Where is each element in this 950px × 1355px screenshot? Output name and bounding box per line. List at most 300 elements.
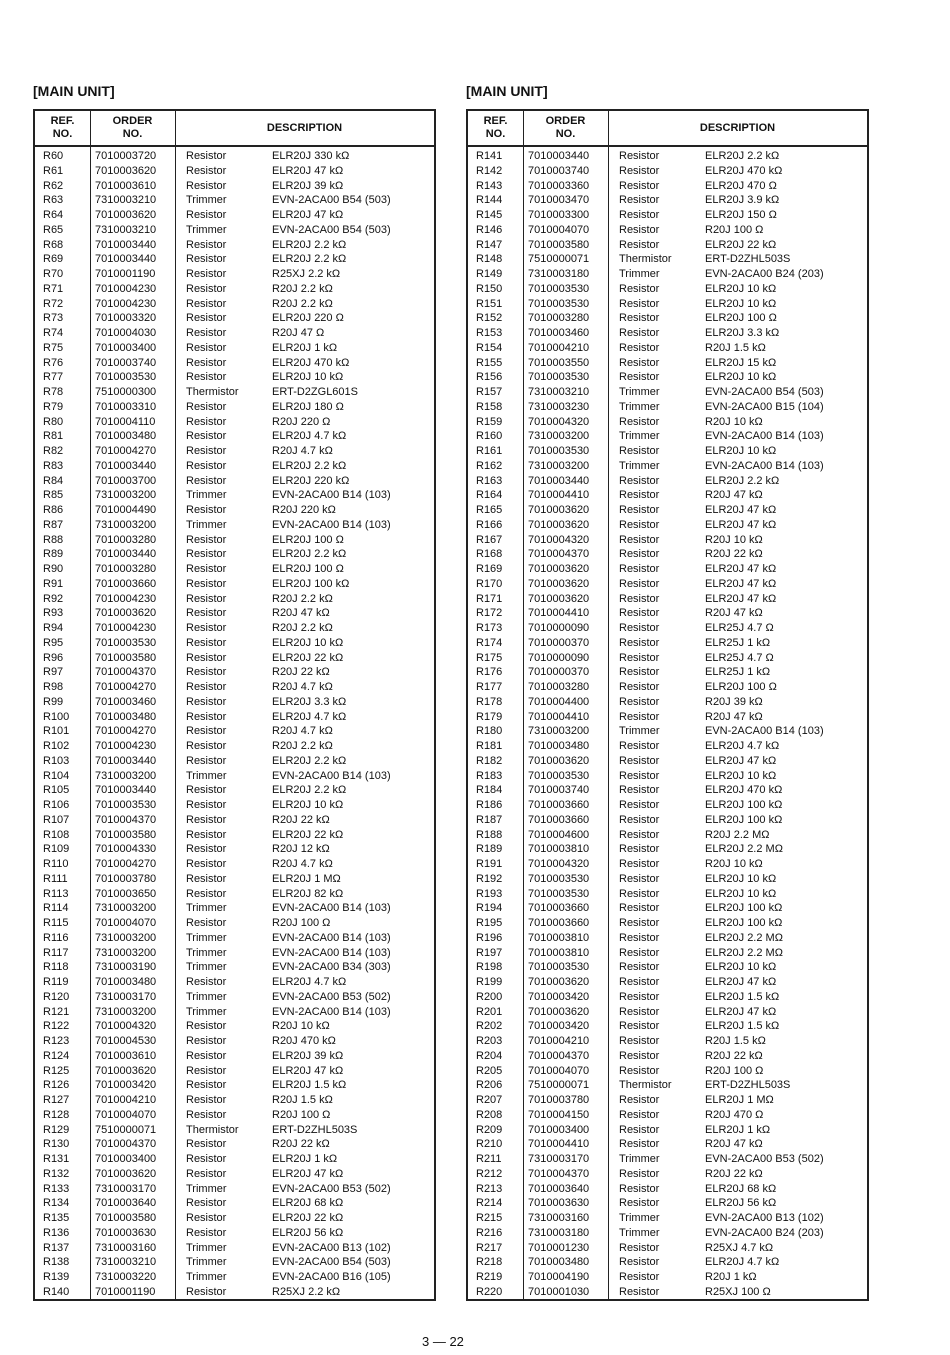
- ref-no-cell: R102: [43, 740, 70, 752]
- part-value-cell: R20J 4.7 kΩ: [272, 681, 333, 693]
- table-row: [35, 400, 434, 415]
- order-no-cell: 7010004320: [95, 1020, 157, 1033]
- table-row: [35, 444, 434, 459]
- order-no-cell: 7010003620: [95, 1064, 157, 1077]
- ref-no-cell: R136: [43, 1226, 70, 1239]
- ref-no-cell: R209: [476, 1123, 503, 1136]
- part-value-cell: ELR20J 4.7 kΩ: [272, 710, 347, 723]
- ref-no-cell: R151: [476, 297, 503, 310]
- table-row: [35, 769, 434, 784]
- ref-no-cell: R113: [43, 887, 69, 900]
- ref-no-cell: R98: [43, 681, 64, 693]
- part-value-cell: EVN-2ACA00 B14 (103): [272, 931, 391, 944]
- part-value-cell: R20J 22 kΩ: [705, 1049, 763, 1062]
- ref-no-cell: R75: [43, 341, 64, 354]
- ref-no-cell: R168: [476, 548, 503, 561]
- table-row: [35, 1064, 434, 1079]
- ref-no-cell: R62: [43, 179, 64, 192]
- table-row: [468, 547, 867, 562]
- table-row: [35, 842, 434, 857]
- order-no-cell: 7010003360: [528, 179, 590, 192]
- order-no-cell: 7010004410: [528, 607, 590, 620]
- table-row: [468, 223, 867, 238]
- ref-no-cell: R130: [43, 1138, 70, 1151]
- part-value-cell: R20J 4.7 kΩ: [272, 858, 333, 870]
- ref-no-cell: R87: [43, 518, 64, 531]
- order-no-cell: 7310003230: [528, 400, 590, 413]
- part-value-cell: ELR20J 100 Ω: [705, 681, 777, 693]
- order-no-cell: 7010003580: [95, 828, 157, 841]
- order-no-cell: 7010003530: [528, 297, 590, 310]
- order-no-cell: 7010003610: [95, 179, 157, 192]
- order-no-cell: 7010003620: [528, 563, 590, 575]
- part-type-cell: Resistor: [619, 504, 660, 516]
- ref-no-cell: R127: [43, 1094, 70, 1106]
- part-value-cell: ELR20J 1.5 kΩ: [272, 1079, 347, 1092]
- part-value-cell: ELR20J 47 kΩ: [705, 976, 777, 988]
- part-type-cell: Trimmer: [619, 725, 660, 738]
- part-value-cell: ELR20J 1 kΩ: [272, 341, 338, 354]
- table-row: [468, 1093, 867, 1108]
- part-type-cell: Trimmer: [186, 946, 227, 959]
- part-value-cell: ELR20J 2.2 kΩ: [272, 784, 347, 797]
- part-value-cell: R20J 22 kΩ: [705, 548, 763, 561]
- table-row: [35, 1123, 434, 1138]
- part-type-cell: Resistor: [186, 1020, 227, 1033]
- table-row: [35, 415, 434, 430]
- part-type-cell: Resistor: [619, 990, 660, 1003]
- ref-no-cell: R176: [476, 666, 503, 679]
- table-row: [35, 857, 434, 872]
- ref-no-cell: R147: [476, 238, 503, 251]
- order-no-cell: 7510000071: [528, 253, 590, 266]
- table-row: [35, 946, 434, 961]
- part-type-cell: Resistor: [186, 828, 227, 841]
- part-type-cell: Trimmer: [619, 459, 660, 472]
- order-no-cell: 7010003660: [528, 902, 590, 915]
- ref-no-cell: R103: [43, 754, 70, 767]
- table-row: [468, 783, 867, 798]
- order-no-cell: 7310003210: [95, 1256, 157, 1269]
- part-type-cell: Trimmer: [619, 268, 660, 280]
- ref-no-cell: R146: [476, 223, 503, 236]
- order-no-cell: 7010003620: [528, 592, 590, 605]
- part-type-cell: Resistor: [186, 164, 227, 177]
- part-type-cell: Resistor: [186, 327, 227, 339]
- part-value-cell: R20J 12 kΩ: [272, 843, 330, 856]
- ref-no-cell: R109: [43, 843, 70, 856]
- order-no-cell: 7510000071: [528, 1079, 590, 1092]
- part-type-cell: Trimmer: [186, 489, 227, 502]
- part-value-cell: ELR20J 47 kΩ: [705, 518, 777, 531]
- order-no-cell: 7010003280: [95, 533, 157, 546]
- part-type-cell: Resistor: [186, 1138, 227, 1151]
- order-no-cell: 7010003740: [528, 164, 590, 177]
- part-type-cell: Resistor: [619, 194, 660, 207]
- part-value-cell: ELR20J 47 kΩ: [705, 504, 777, 516]
- part-type-cell: Resistor: [186, 1153, 227, 1165]
- part-value-cell: ERT-D2ZGL601S: [272, 386, 359, 398]
- part-type-cell: Resistor: [186, 253, 227, 266]
- part-type-cell: Resistor: [619, 1241, 660, 1254]
- part-type-cell: Resistor: [619, 548, 660, 561]
- part-type-cell: Resistor: [186, 725, 227, 738]
- ref-no-cell: R178: [476, 695, 503, 708]
- table-row: [35, 326, 434, 341]
- table-row: [35, 1241, 434, 1256]
- part-type-cell: Trimmer: [619, 1212, 660, 1224]
- part-type-cell: Thermistor: [186, 1123, 239, 1136]
- order-no-cell: 7310003180: [528, 268, 590, 280]
- table-row: [35, 1034, 434, 1049]
- part-value-cell: EVN-2ACA00 B14 (103): [272, 769, 391, 782]
- part-type-cell: Resistor: [186, 666, 227, 679]
- part-type-cell: Trimmer: [619, 1153, 660, 1165]
- table-row: [468, 960, 867, 975]
- part-type-cell: Resistor: [619, 312, 660, 325]
- part-value-cell: R20J 22 kΩ: [705, 1167, 763, 1180]
- table-row: [35, 311, 434, 326]
- ref-no-cell: R80: [43, 415, 64, 428]
- part-type-cell: Resistor: [619, 961, 660, 974]
- part-type-cell: Resistor: [619, 858, 660, 870]
- ref-no-cell: R100: [43, 710, 70, 723]
- table-row: [468, 710, 867, 725]
- table-row: [35, 223, 434, 238]
- table-row: [35, 1285, 434, 1300]
- part-type-cell: Resistor: [619, 209, 660, 221]
- order-no-cell: 7010003620: [528, 518, 590, 531]
- ref-no-cell: R213: [476, 1182, 503, 1195]
- table-row: [468, 680, 867, 695]
- part-type-cell: Resistor: [619, 813, 660, 826]
- part-type-cell: Thermistor: [619, 253, 672, 266]
- order-no-cell: 7310003210: [95, 223, 157, 236]
- part-type-cell: Resistor: [619, 769, 660, 782]
- part-value-cell: ELR20J 47 kΩ: [705, 1005, 777, 1018]
- ref-no-cell: R186: [476, 799, 503, 811]
- part-value-cell: R25XJ 2.2 kΩ: [272, 268, 341, 280]
- table-row: [468, 1137, 867, 1152]
- part-value-cell: ELR20J 100 kΩ: [705, 799, 783, 811]
- table-row: [35, 370, 434, 385]
- part-type-cell: Resistor: [619, 223, 660, 236]
- part-value-cell: ELR20J 2.2 kΩ: [272, 253, 347, 266]
- order-no-cell: 7010003400: [95, 341, 157, 354]
- part-type-cell: Resistor: [186, 813, 227, 826]
- part-type-cell: Resistor: [186, 415, 227, 428]
- ref-no-cell: R93: [43, 607, 64, 620]
- part-value-cell: ELR20J 100 Ω: [272, 533, 344, 546]
- order-no-cell: 7010003460: [528, 327, 590, 339]
- table-header: [468, 111, 867, 147]
- part-type-cell: Resistor: [186, 784, 227, 797]
- order-no-cell: 7010004330: [95, 843, 157, 856]
- part-value-cell: ELR20J 10 kΩ: [705, 297, 777, 310]
- part-value-cell: ELR20J 100 Ω: [272, 563, 344, 575]
- part-value-cell: EVN-2ACA00 B15 (104): [705, 400, 824, 413]
- order-no-cell: 7010003620: [95, 1167, 157, 1180]
- ref-no-cell: R133: [43, 1182, 70, 1195]
- part-type-cell: Resistor: [186, 1079, 227, 1092]
- order-no-cell: 7010004370: [95, 813, 157, 826]
- part-value-cell: ERT-D2ZHL503S: [705, 253, 791, 266]
- order-no-cell: 7010004230: [95, 297, 157, 310]
- part-value-cell: ELR20J 330 kΩ: [272, 150, 350, 162]
- ref-no-cell: R132: [43, 1167, 70, 1180]
- part-value-cell: ELR20J 47 kΩ: [272, 1064, 344, 1077]
- part-type-cell: Resistor: [186, 887, 227, 900]
- ref-no-cell: R96: [43, 651, 64, 664]
- table-row: [35, 813, 434, 828]
- part-value-cell: ELR20J 47 kΩ: [272, 209, 344, 221]
- ref-no-cell: R77: [43, 371, 64, 384]
- table-row: [35, 1005, 434, 1020]
- order-no-cell: 7010001030: [528, 1285, 590, 1298]
- ref-no-cell: R139: [43, 1271, 70, 1283]
- table-row: [468, 1285, 867, 1300]
- order-no-cell: 7010004210: [95, 1094, 157, 1106]
- right-section-title: [MAIN UNIT]: [466, 83, 548, 99]
- part-value-cell: R20J 100 Ω: [705, 1064, 764, 1077]
- table-row: [35, 680, 434, 695]
- left-section-title: [MAIN UNIT]: [33, 83, 115, 99]
- part-type-cell: Resistor: [186, 179, 227, 192]
- header-description: DESCRIPTION: [266, 121, 343, 134]
- part-type-cell: Resistor: [619, 1197, 660, 1210]
- ref-no-cell: R204: [476, 1049, 503, 1062]
- ref-no-cell: R84: [43, 474, 64, 487]
- table-row: [35, 1108, 434, 1123]
- order-no-cell: 7010003530: [528, 282, 590, 295]
- table-row: [35, 577, 434, 592]
- part-value-cell: EVN-2ACA00 B13 (102): [272, 1241, 391, 1254]
- order-no-cell: 7010004410: [528, 710, 590, 723]
- parts-table-right: [466, 109, 869, 1301]
- ref-no-cell: R187: [476, 813, 503, 826]
- order-no-cell: 7010004150: [528, 1108, 590, 1121]
- table-row: [468, 1064, 867, 1079]
- part-value-cell: R20J 10 kΩ: [272, 1020, 330, 1033]
- ref-no-cell: R131: [43, 1153, 70, 1165]
- part-type-cell: Resistor: [186, 754, 227, 767]
- part-type-cell: Resistor: [619, 1285, 660, 1298]
- part-type-cell: Resistor: [619, 164, 660, 177]
- ref-no-cell: R212: [476, 1167, 503, 1180]
- table-row: [468, 297, 867, 312]
- ref-no-cell: R200: [476, 990, 503, 1003]
- order-no-cell: 7010003440: [95, 548, 157, 561]
- table-row: [35, 193, 434, 208]
- part-type-cell: Resistor: [186, 356, 227, 369]
- part-type-cell: Resistor: [186, 1094, 227, 1106]
- order-no-cell: 7010003650: [95, 887, 157, 900]
- part-value-cell: R20J 470 kΩ: [272, 1035, 336, 1047]
- part-value-cell: ELR20J 470 kΩ: [272, 356, 350, 369]
- table-row: [468, 651, 867, 666]
- part-value-cell: ELR25J 4.7 Ω: [705, 651, 774, 664]
- part-value-cell: ELR20J 10 kΩ: [272, 371, 344, 384]
- order-no-cell: 7010003480: [528, 1256, 590, 1269]
- part-type-cell: Resistor: [619, 681, 660, 693]
- order-no-cell: 7310003180: [528, 1226, 590, 1239]
- table-row: [35, 149, 434, 164]
- part-value-cell: ELR20J 4.7 kΩ: [705, 740, 780, 752]
- part-value-cell: ELR20J 100 kΩ: [705, 917, 783, 929]
- ref-no-cell: R86: [43, 504, 64, 516]
- ref-no-cell: R95: [43, 636, 64, 649]
- part-value-cell: ELR20J 56 kΩ: [272, 1226, 344, 1239]
- ref-no-cell: R218: [476, 1256, 503, 1269]
- part-value-cell: ELR20J 82 kΩ: [272, 887, 344, 900]
- order-no-cell: 7010004270: [95, 681, 157, 693]
- part-type-cell: Resistor: [186, 1197, 227, 1210]
- order-no-cell: 7010003620: [95, 607, 157, 620]
- table-row: [35, 990, 434, 1005]
- ref-no-cell: R220: [476, 1285, 503, 1298]
- order-no-cell: 7010003420: [528, 990, 590, 1003]
- ref-no-cell: R210: [476, 1138, 503, 1151]
- ref-no-cell: R97: [43, 666, 64, 679]
- ref-no-cell: R145: [476, 209, 503, 221]
- part-type-cell: Resistor: [619, 179, 660, 192]
- part-type-cell: Resistor: [186, 400, 227, 413]
- part-type-cell: Resistor: [619, 754, 660, 767]
- order-no-cell: 7310003170: [528, 1153, 590, 1165]
- table-row: [35, 1093, 434, 1108]
- order-no-cell: 7010003280: [528, 312, 590, 325]
- order-no-cell: 7010003640: [528, 1182, 590, 1195]
- part-value-cell: ELR20J 2.2 kΩ: [705, 150, 780, 162]
- table-row: [468, 916, 867, 931]
- table-row: [35, 1270, 434, 1285]
- ref-no-cell: R189: [476, 843, 503, 856]
- order-no-cell: 7010004400: [528, 695, 590, 708]
- part-value-cell: ELR20J 150 Ω: [705, 209, 777, 221]
- ref-no-cell: R72: [43, 297, 64, 310]
- order-no-cell: 7010001230: [528, 1241, 590, 1254]
- order-no-cell: 7010003480: [95, 710, 157, 723]
- table-row: [468, 665, 867, 680]
- table-row: [468, 488, 867, 503]
- part-type-cell: Resistor: [186, 445, 227, 457]
- order-no-cell: 7310003200: [528, 459, 590, 472]
- part-type-cell: Resistor: [619, 1035, 660, 1047]
- order-no-cell: 7010003620: [528, 577, 590, 590]
- table-row: [35, 297, 434, 312]
- part-type-cell: Trimmer: [186, 194, 227, 207]
- part-type-cell: Resistor: [619, 872, 660, 885]
- ref-no-cell: R196: [476, 931, 503, 944]
- part-value-cell: R20J 10 kΩ: [705, 415, 763, 428]
- table-row: [468, 208, 867, 223]
- ref-no-cell: R143: [476, 179, 503, 192]
- table-row: [35, 533, 434, 548]
- ref-no-cell: R128: [43, 1108, 70, 1121]
- ref-no-cell: R180: [476, 725, 503, 738]
- part-type-cell: Resistor: [186, 533, 227, 546]
- part-type-cell: Resistor: [619, 563, 660, 575]
- ref-no-cell: R161: [476, 445, 503, 457]
- table-row: [35, 872, 434, 887]
- table-row: [35, 1226, 434, 1241]
- part-type-cell: Resistor: [186, 740, 227, 752]
- table-row: [468, 459, 867, 474]
- part-type-cell: Trimmer: [619, 1226, 660, 1239]
- part-value-cell: ELR20J 4.7 kΩ: [705, 1256, 780, 1269]
- table-row: [35, 518, 434, 533]
- table-row: [468, 1152, 867, 1167]
- order-no-cell: 7010004270: [95, 725, 157, 738]
- order-no-cell: 7310003200: [95, 931, 157, 944]
- ref-no-cell: R164: [476, 489, 503, 502]
- ref-no-cell: R163: [476, 474, 503, 487]
- ref-no-cell: R74: [43, 327, 64, 339]
- part-type-cell: Resistor: [186, 917, 227, 929]
- part-value-cell: EVN-2ACA00 B54 (503): [272, 223, 391, 236]
- part-type-cell: Trimmer: [186, 1182, 227, 1195]
- table-row: [468, 946, 867, 961]
- part-type-cell: Resistor: [619, 946, 660, 959]
- part-value-cell: ELR20J 68 kΩ: [272, 1197, 344, 1210]
- part-type-cell: Resistor: [619, 607, 660, 620]
- part-type-cell: Thermistor: [186, 386, 239, 398]
- part-type-cell: Resistor: [619, 666, 660, 679]
- part-value-cell: R20J 47 kΩ: [705, 607, 763, 620]
- table-row: [35, 1049, 434, 1064]
- part-type-cell: Resistor: [186, 282, 227, 295]
- table-row: [468, 857, 867, 872]
- part-value-cell: R20J 47 kΩ: [705, 1138, 763, 1151]
- part-value-cell: ELR20J 100 kΩ: [272, 577, 350, 590]
- order-no-cell: 7310003220: [95, 1271, 157, 1283]
- table-row: [35, 636, 434, 651]
- ref-no-cell: R219: [476, 1271, 503, 1283]
- ref-no-cell: R111: [43, 872, 68, 885]
- order-no-cell: 7010003300: [528, 209, 590, 221]
- part-type-cell: Resistor: [186, 710, 227, 723]
- order-no-cell: 7010003630: [95, 1226, 157, 1239]
- order-no-cell: 7010004370: [528, 1049, 590, 1062]
- part-type-cell: Resistor: [619, 282, 660, 295]
- order-no-cell: 7010003660: [528, 813, 590, 826]
- part-type-cell: Resistor: [186, 607, 227, 620]
- part-type-cell: Resistor: [186, 872, 227, 885]
- ref-no-cell: R179: [476, 710, 503, 723]
- ref-no-cell: R122: [43, 1020, 70, 1033]
- part-type-cell: Resistor: [186, 238, 227, 251]
- part-value-cell: ELR20J 22 kΩ: [272, 1212, 344, 1224]
- table-row: [35, 164, 434, 179]
- part-value-cell: ELR20J 4.7 kΩ: [272, 976, 347, 988]
- part-value-cell: ELR20J 220 Ω: [272, 312, 344, 325]
- part-type-cell: Resistor: [619, 1020, 660, 1033]
- order-no-cell: 7010003810: [528, 843, 590, 856]
- part-type-cell: Resistor: [186, 1226, 227, 1239]
- part-value-cell: ELR20J 47 kΩ: [272, 1167, 344, 1180]
- ref-no-cell: R61: [43, 164, 64, 177]
- part-value-cell: ELR20J 47 kΩ: [272, 164, 344, 177]
- page-number: 3 — 22: [422, 1334, 464, 1349]
- part-type-cell: Resistor: [186, 681, 227, 693]
- order-no-cell: 7010003280: [95, 563, 157, 575]
- part-value-cell: ELR20J 10 kΩ: [705, 371, 777, 384]
- part-value-cell: ELR20J 100 kΩ: [705, 902, 783, 915]
- part-value-cell: EVN-2ACA00 B14 (103): [272, 946, 391, 959]
- part-type-cell: Resistor: [186, 430, 227, 443]
- ref-no-cell: R142: [476, 164, 503, 177]
- part-type-cell: Resistor: [186, 548, 227, 561]
